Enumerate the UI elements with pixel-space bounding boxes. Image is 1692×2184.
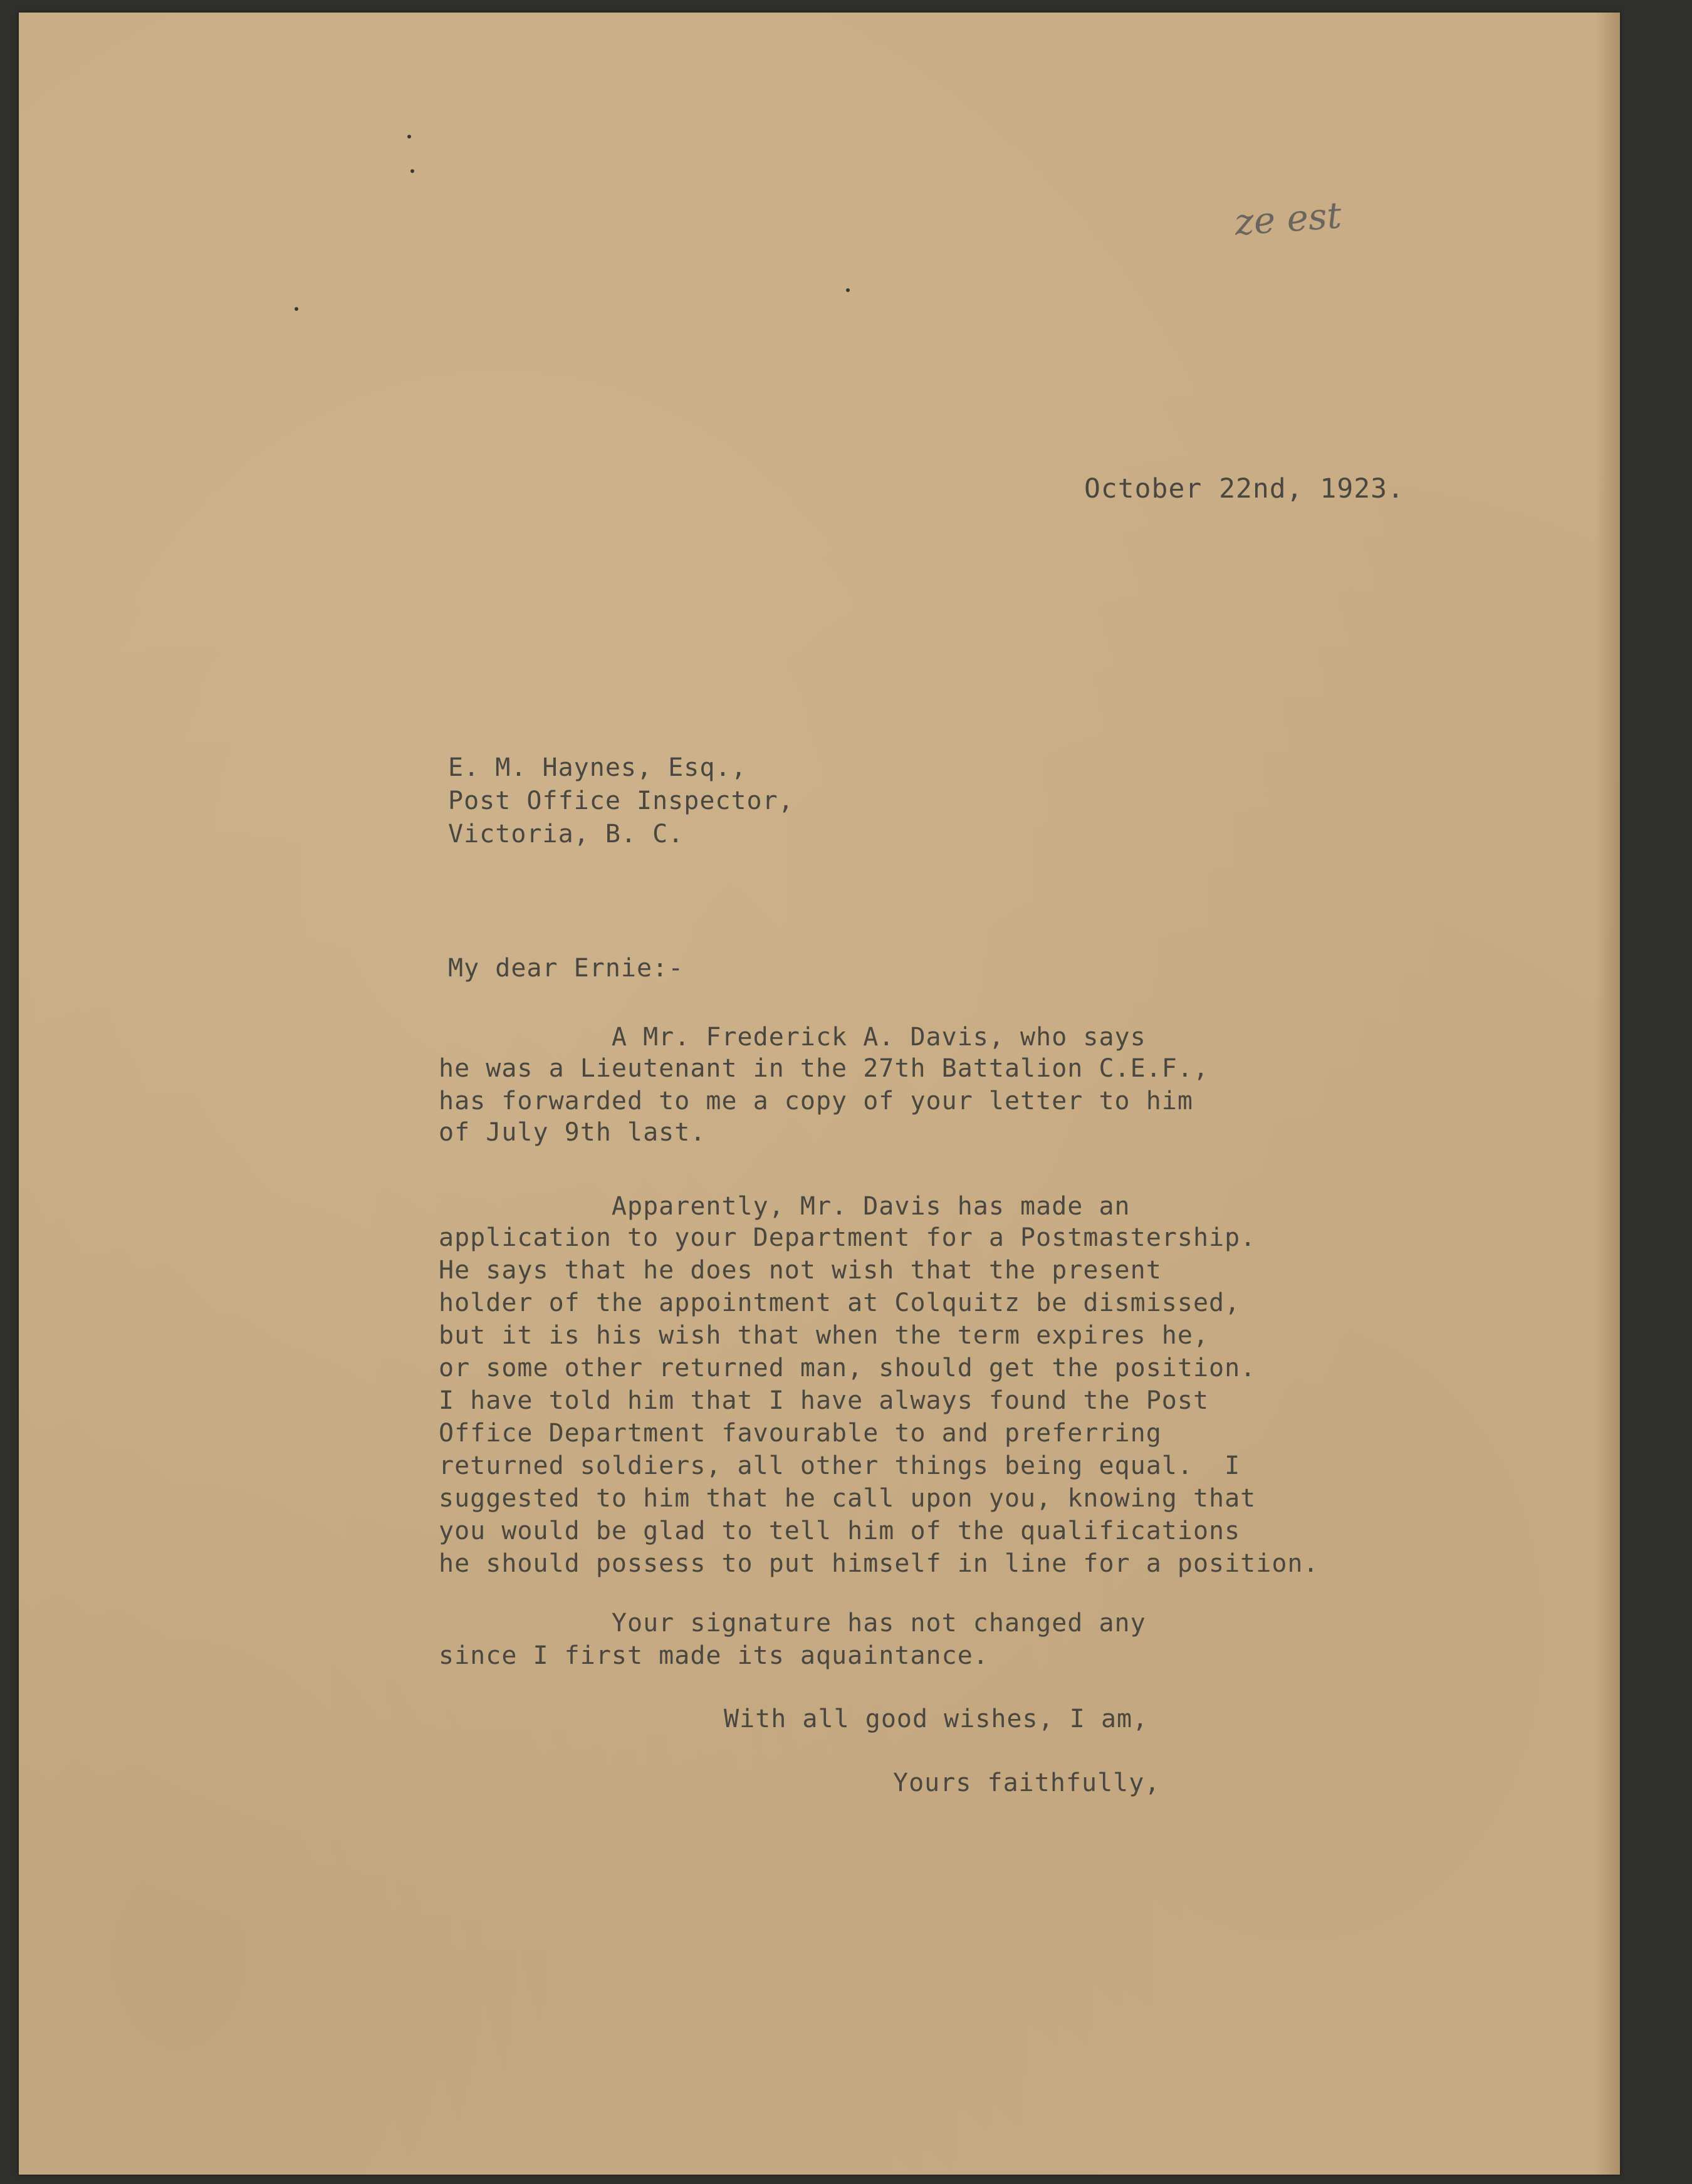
- paragraph-line: A Mr. Frederick A. Davis, who says: [439, 1023, 1146, 1052]
- letter-date: October 22nd, 1923.: [1084, 473, 1404, 504]
- paragraph-line: but it is his wish that when the term expires he,: [439, 1321, 1209, 1350]
- paragraph-line: of July 9th last.: [439, 1118, 706, 1147]
- closing-wishes: With all good wishes, I am,: [724, 1705, 1149, 1733]
- paragraph-line: since I first made its aquaintance.: [439, 1641, 989, 1670]
- paper-speck: [295, 307, 298, 311]
- pencil-annotation: ze est: [1233, 194, 1343, 244]
- paragraph-line: he was a Lieutenant in the 27th Battalion C.E.F.,: [439, 1054, 1209, 1083]
- paper-speck: [407, 135, 411, 138]
- paragraph-line: you would be glad to tell him of the qualifications: [439, 1517, 1241, 1545]
- salutation: My dear Ernie:-: [448, 954, 684, 983]
- paragraph-line: He says that he does not wish that the present: [439, 1256, 1162, 1285]
- paragraph-line: returned soldiers, all other things being equal. I: [439, 1451, 1241, 1480]
- paragraph-line: or some other returned man, should get the position.: [439, 1354, 1256, 1382]
- closing-signoff: Yours faithfully,: [893, 1769, 1161, 1797]
- recipient-name: E. M. Haynes, Esq.,: [448, 753, 747, 782]
- paragraph-line: I have told him that I have always found the Post: [439, 1386, 1209, 1415]
- paragraph-line: has forwarded to me a copy of your letter to him: [439, 1087, 1193, 1116]
- recipient-title: Post Office Inspector,: [448, 786, 794, 815]
- paragraph-line: Your signature has not changed any: [439, 1609, 1146, 1638]
- paragraph-line: he should possess to put himself in line for a position.: [439, 1549, 1319, 1578]
- letter-page: [19, 13, 1620, 2175]
- paper-speck: [410, 169, 414, 173]
- paragraph-line: application to your Department for a Postmastership.: [439, 1223, 1256, 1252]
- recipient-location: Victoria, B. C.: [448, 820, 684, 849]
- paragraph-line: suggested to him that he call upon you, knowing that: [439, 1484, 1256, 1513]
- paper-speck: [846, 288, 850, 292]
- paragraph-line: holder of the appointment at Colquitz be dismissed,: [439, 1288, 1241, 1317]
- paragraph-line: Office Department favourable to and preferring: [439, 1419, 1162, 1448]
- paper-edge: [1595, 13, 1620, 2175]
- paragraph-line: Apparently, Mr. Davis has made an: [439, 1192, 1131, 1221]
